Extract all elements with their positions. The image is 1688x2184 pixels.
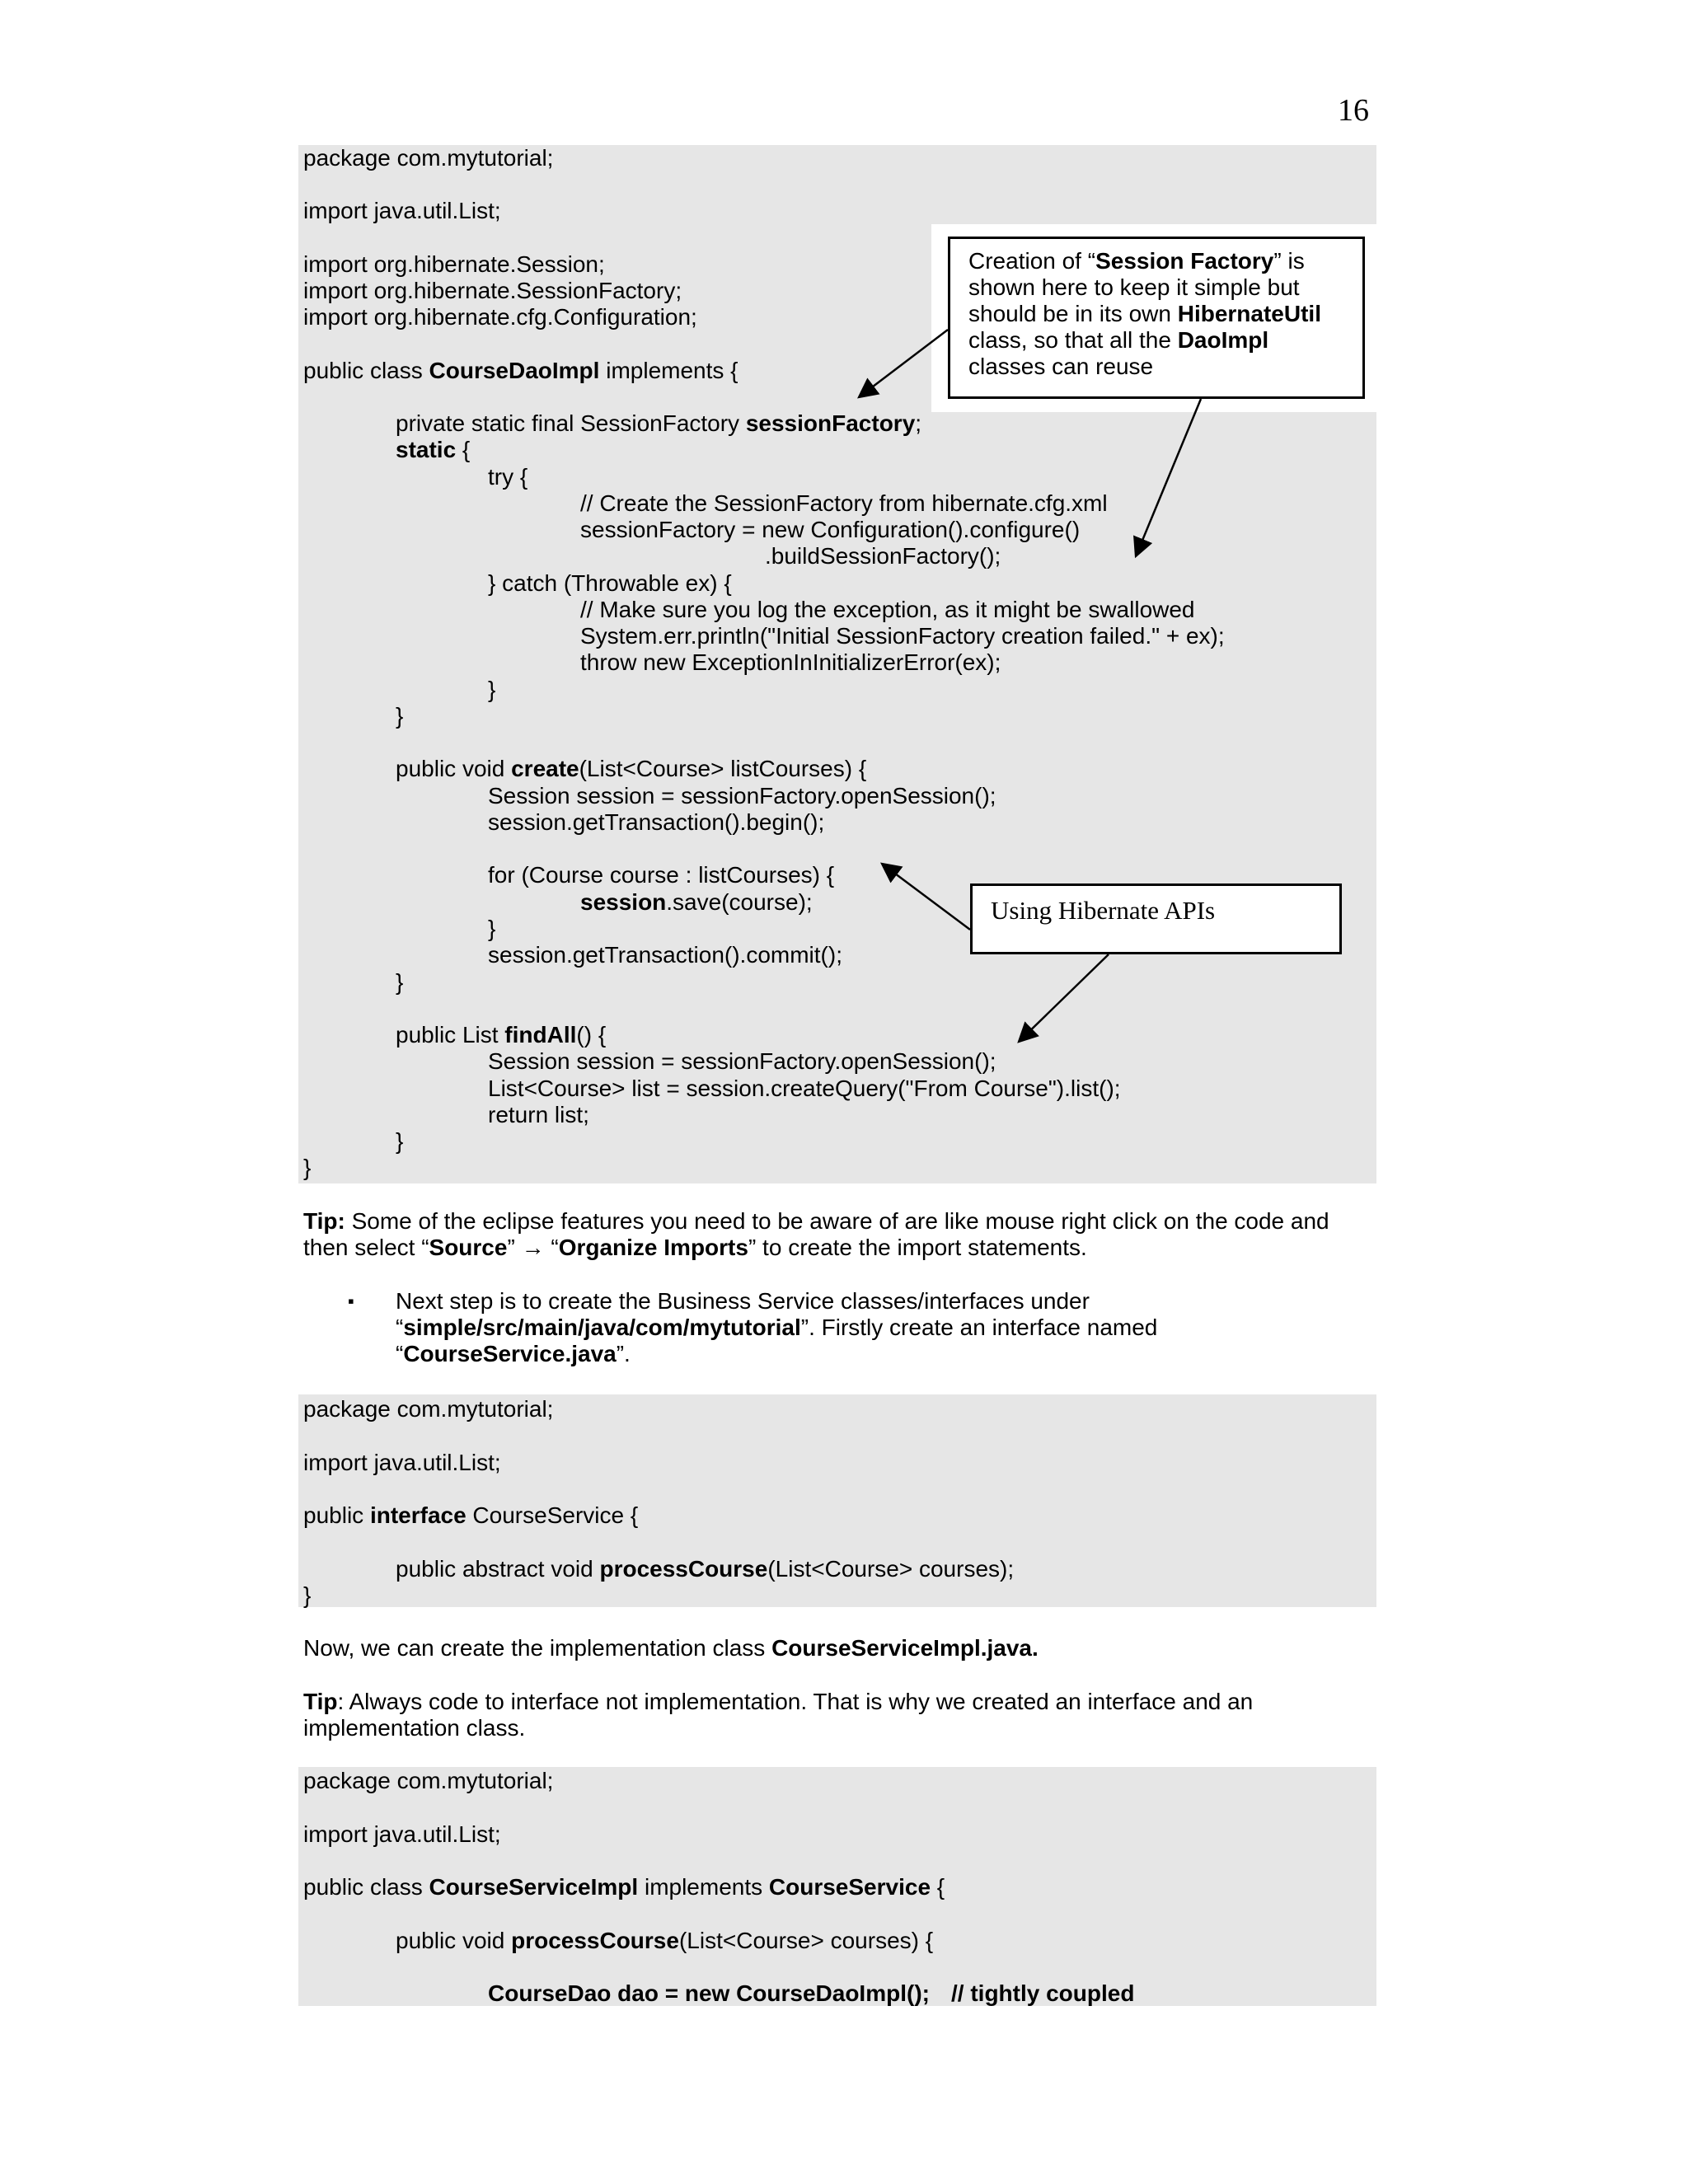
code-line: } <box>303 1155 312 1180</box>
code-line: } <box>488 677 496 702</box>
callout-line: classes can reuse <box>968 354 1154 379</box>
code-line: package com.mytutorial; <box>303 1396 554 1422</box>
callout-line: should be in its own HibernateUtil <box>968 301 1321 326</box>
code-line: session.getTransaction().begin(); <box>488 809 825 835</box>
code-line: sessionFactory = new Configuration().configure() <box>580 517 1081 542</box>
code-line: } <box>396 703 404 729</box>
code-line: public interface CourseService { <box>303 1502 639 1528</box>
code-line: System.err.println("Initial SessionFactory creation failed." + ex); <box>580 623 1225 649</box>
code-line: .buildSessionFactory(); <box>765 543 1001 569</box>
code-line: Session session = sessionFactory.openSession(); <box>488 1048 996 1074</box>
code-line: } <box>488 916 496 941</box>
code-line: // Create the SessionFactory from hibernate.cfg.xml <box>580 490 1108 516</box>
code-line: } catch (Throwable ex) { <box>488 570 732 596</box>
code-line: for (Course course : listCourses) { <box>488 862 835 888</box>
arrow-to-session-factory <box>859 330 948 397</box>
page-number: 16 <box>1338 93 1369 128</box>
callout-line: Creation of “Session Factory” is <box>968 248 1305 274</box>
callout-line: class, so that all the DaoImpl <box>968 327 1269 353</box>
code-line: } <box>396 969 404 995</box>
code-line: // Make sure you log the exception, as it might be swallowed <box>580 597 1195 622</box>
code-line: public abstract void processCourse(List<Course> courses); <box>396 1556 1015 1582</box>
code-line: CourseDao dao = new CourseDaoImpl(); <box>488 1980 930 2006</box>
code-line: public void processCourse(List<Course> courses) { <box>396 1928 934 1953</box>
callout-line: shown here to keep it simple but <box>968 274 1300 300</box>
bullet-item-service-classes: Next step is to create the Business Service classes/interfaces under “simple/src/main/java/com/mytutorial”. Firstly create an interface named “CourseService.java”. <box>396 1288 1158 1366</box>
callout-text: Using Hibernate APIs <box>991 896 1216 925</box>
code-line: package com.mytutorial; <box>303 145 554 171</box>
arrow-to-for-loop <box>882 864 970 930</box>
tip-code-to-interface: Tip: Always code to interface not implementation. That is why we created an interface and an implementation class. <box>303 1689 1254 1741</box>
code-line: package com.mytutorial; <box>303 1768 554 1793</box>
tip-eclipse-features: Tip: Some of the eclipse features you need to be aware of are like mouse right click on the code and then select “Source” → “Organize Imports” to create the import statements. <box>303 1208 1329 1260</box>
code-line: public class CourseServiceImpl implements CourseService { <box>303 1874 945 1900</box>
code-line: } <box>303 1582 312 1608</box>
code-line: session.save(course); <box>580 889 813 915</box>
code-line: private static final SessionFactory sessionFactory; <box>396 410 922 436</box>
code-line: static { <box>396 437 471 462</box>
code-line: import org.hibernate.cfg.Configuration; <box>303 304 697 330</box>
arrow-to-build-session-factory <box>1136 399 1201 556</box>
arrow-to-find-all <box>1019 954 1109 1042</box>
paragraph-implementation-class: Now, we can create the implementation class CourseServiceImpl.java. <box>303 1635 1039 1661</box>
code-line: List<Course> list = session.createQuery("From Course").list(); <box>488 1076 1121 1101</box>
code-line: import org.hibernate.Session; <box>303 251 605 277</box>
code-line: public List findAll() { <box>396 1022 607 1047</box>
code-line: import java.util.List; <box>303 1450 501 1475</box>
code-line: import org.hibernate.SessionFactory; <box>303 278 682 303</box>
code-line: import java.util.List; <box>303 198 501 223</box>
code-line: Session session = sessionFactory.openSession(); <box>488 783 996 808</box>
code-line: import java.util.List; <box>303 1821 501 1847</box>
code-line: throw new ExceptionInInitializerError(ex); <box>580 649 1001 675</box>
code-line: try { <box>488 464 528 490</box>
code-line: public class CourseDaoImpl implements { <box>303 358 738 383</box>
code-line: return list; <box>488 1102 589 1127</box>
code-comment: // tightly coupled <box>951 1980 1135 2006</box>
code-line: session.getTransaction().commit(); <box>488 942 842 968</box>
code-line: public void create(List<Course> listCourses) { <box>396 756 867 781</box>
code-line: } <box>396 1128 404 1154</box>
bullet-marker: ▪ <box>348 1291 354 1311</box>
